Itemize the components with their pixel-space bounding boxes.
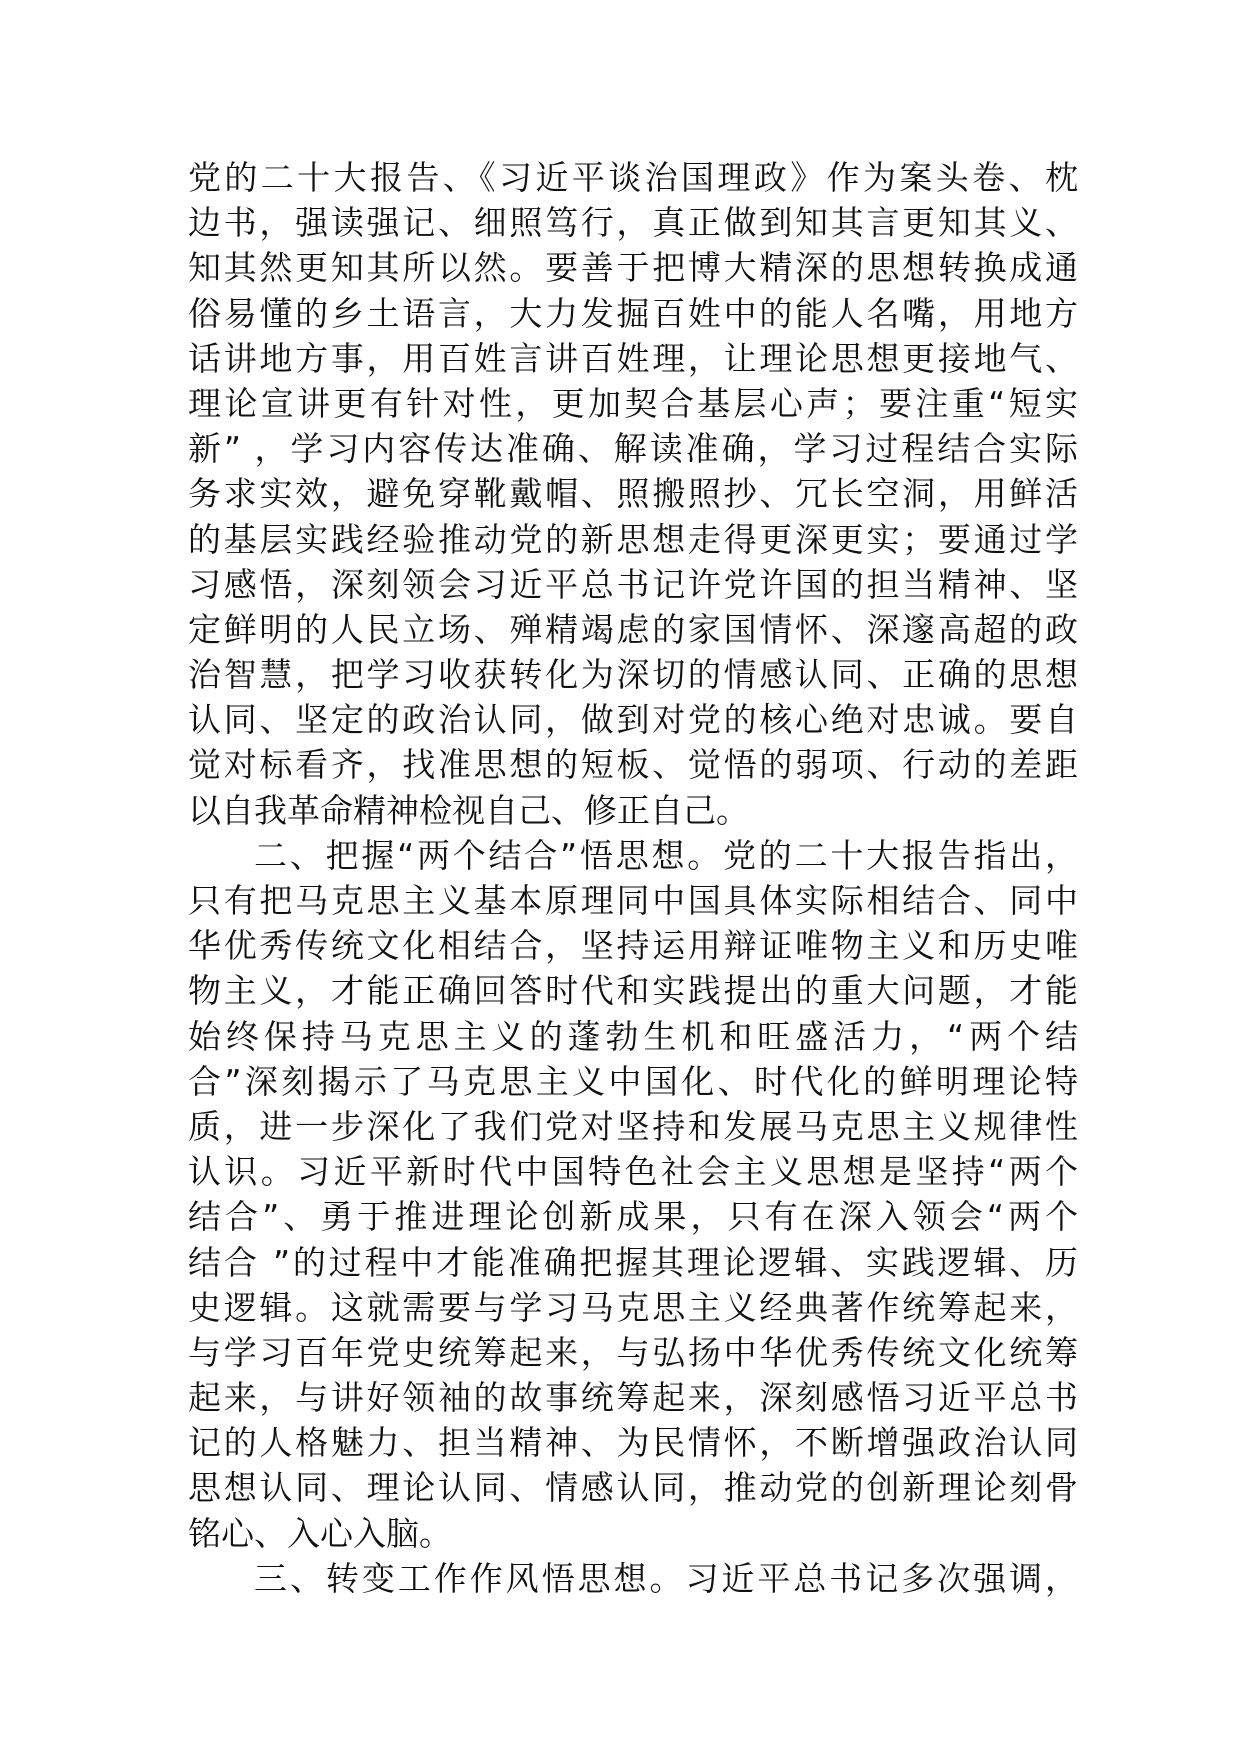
text-line: 俗易懂的乡土语言，大力发掘百姓中的能人名嘴，用地方 (188, 293, 1078, 333)
text-line: 党的二十大报告、《习近平谈治国理政》作为案头卷、枕 (188, 158, 1078, 197)
text-line: 习感悟，深刻领会习近平总书记许党许国的担当精神、坚 (188, 564, 1078, 604)
text-line: 的基层实践经验推动党的新思想走得更深更实；要通过学 (188, 519, 1078, 559)
text-line: 铭心、入心入脑。 (188, 1513, 452, 1553)
text-line: 知其然更知其所以然。要善于把博大精深的思想转换成通 (188, 248, 1078, 288)
text-line: 始终保持马克思主义的蓬勃生机和旺盛活力，“两个结 (188, 1016, 1078, 1056)
text-line: 务求实效，避免穿靴戴帽、照搬照抄、冗长空洞，用鲜活 (188, 474, 1078, 514)
text-line: 起来，与讲好领袖的故事统筹起来，深刻感悟习近平总书 (188, 1378, 1078, 1418)
text-line: 合”深刻揭示了马克思主义中国化、时代化的鲜明理论特 (188, 1061, 1078, 1101)
text-line: 以自我革命精神检视自己、修正自己。 (188, 790, 749, 830)
text-line: 与学习百年党史统筹起来，与弘扬中华优秀传统文化统筹 (188, 1332, 1078, 1372)
text-line: 定鲜明的人民立场、殚精竭虑的家国情怀、深邃高超的政 (188, 609, 1078, 649)
text-line: 理论宣讲更有针对性，更加契合基层心声；要注重“短实 (188, 383, 1078, 423)
text-line: 治智慧，把学习收获转化为深切的情感认同、正确的思想 (188, 655, 1078, 695)
text-line: 边书，强读强记、细照笃行，真正做到知其言更知其义、 (188, 203, 1078, 243)
text-line: 新” ，学习内容传达准确、解读准确，学习过程结合实际 (188, 429, 1078, 469)
text-line: 结合”、勇于推进理论创新成果，只有在深入领会“两个 (188, 1197, 1078, 1237)
text-line: 觉对标看齐，找准思想的短板、觉悟的弱项、行动的差距 (188, 745, 1078, 785)
text-line: 二、把握“两个结合”悟思想。党的二十大报告指出， (254, 835, 1078, 875)
text-line: 话讲地方事，用百姓言讲百姓理，让理论思想更接地气、 (188, 338, 1078, 378)
text-line: 认识。习近平新时代中国特色社会主义思想是坚持“两个 (188, 1152, 1078, 1192)
text-line: 三、转变工作作风悟思想。习近平总书记多次强调， (254, 1558, 1078, 1598)
text-line: 华优秀传统文化相结合，坚持运用辩证唯物主义和历史唯 (188, 926, 1078, 966)
text-line: 物主义，才能正确回答时代和实践提出的重大问题，才能 (188, 971, 1078, 1011)
text-line: 史逻辑。这就需要与学习马克思主义经典著作统筹起来， (188, 1287, 1078, 1327)
text-line: 质，进一步深化了我们党对坚持和发展马克思主义规律性 (188, 1106, 1078, 1146)
document-page (188, 155, 1078, 1601)
text-line: 只有把马克思主义基本原理同中国具体实际相结合、同中 (188, 881, 1078, 920)
text-line: 认同、坚定的政治认同，做到对党的核心绝对忠诚。要自 (188, 700, 1078, 740)
text-line: 思想认同、理论认同、情感认同，推动党的创新理论刻骨 (188, 1468, 1078, 1508)
text-line: 结合 ”的过程中才能准确把握其理论逻辑、实践逻辑、历 (188, 1242, 1078, 1282)
text-line: 记的人格魅力、担当精神、为民情怀，不断增强政治认同 (188, 1423, 1078, 1463)
